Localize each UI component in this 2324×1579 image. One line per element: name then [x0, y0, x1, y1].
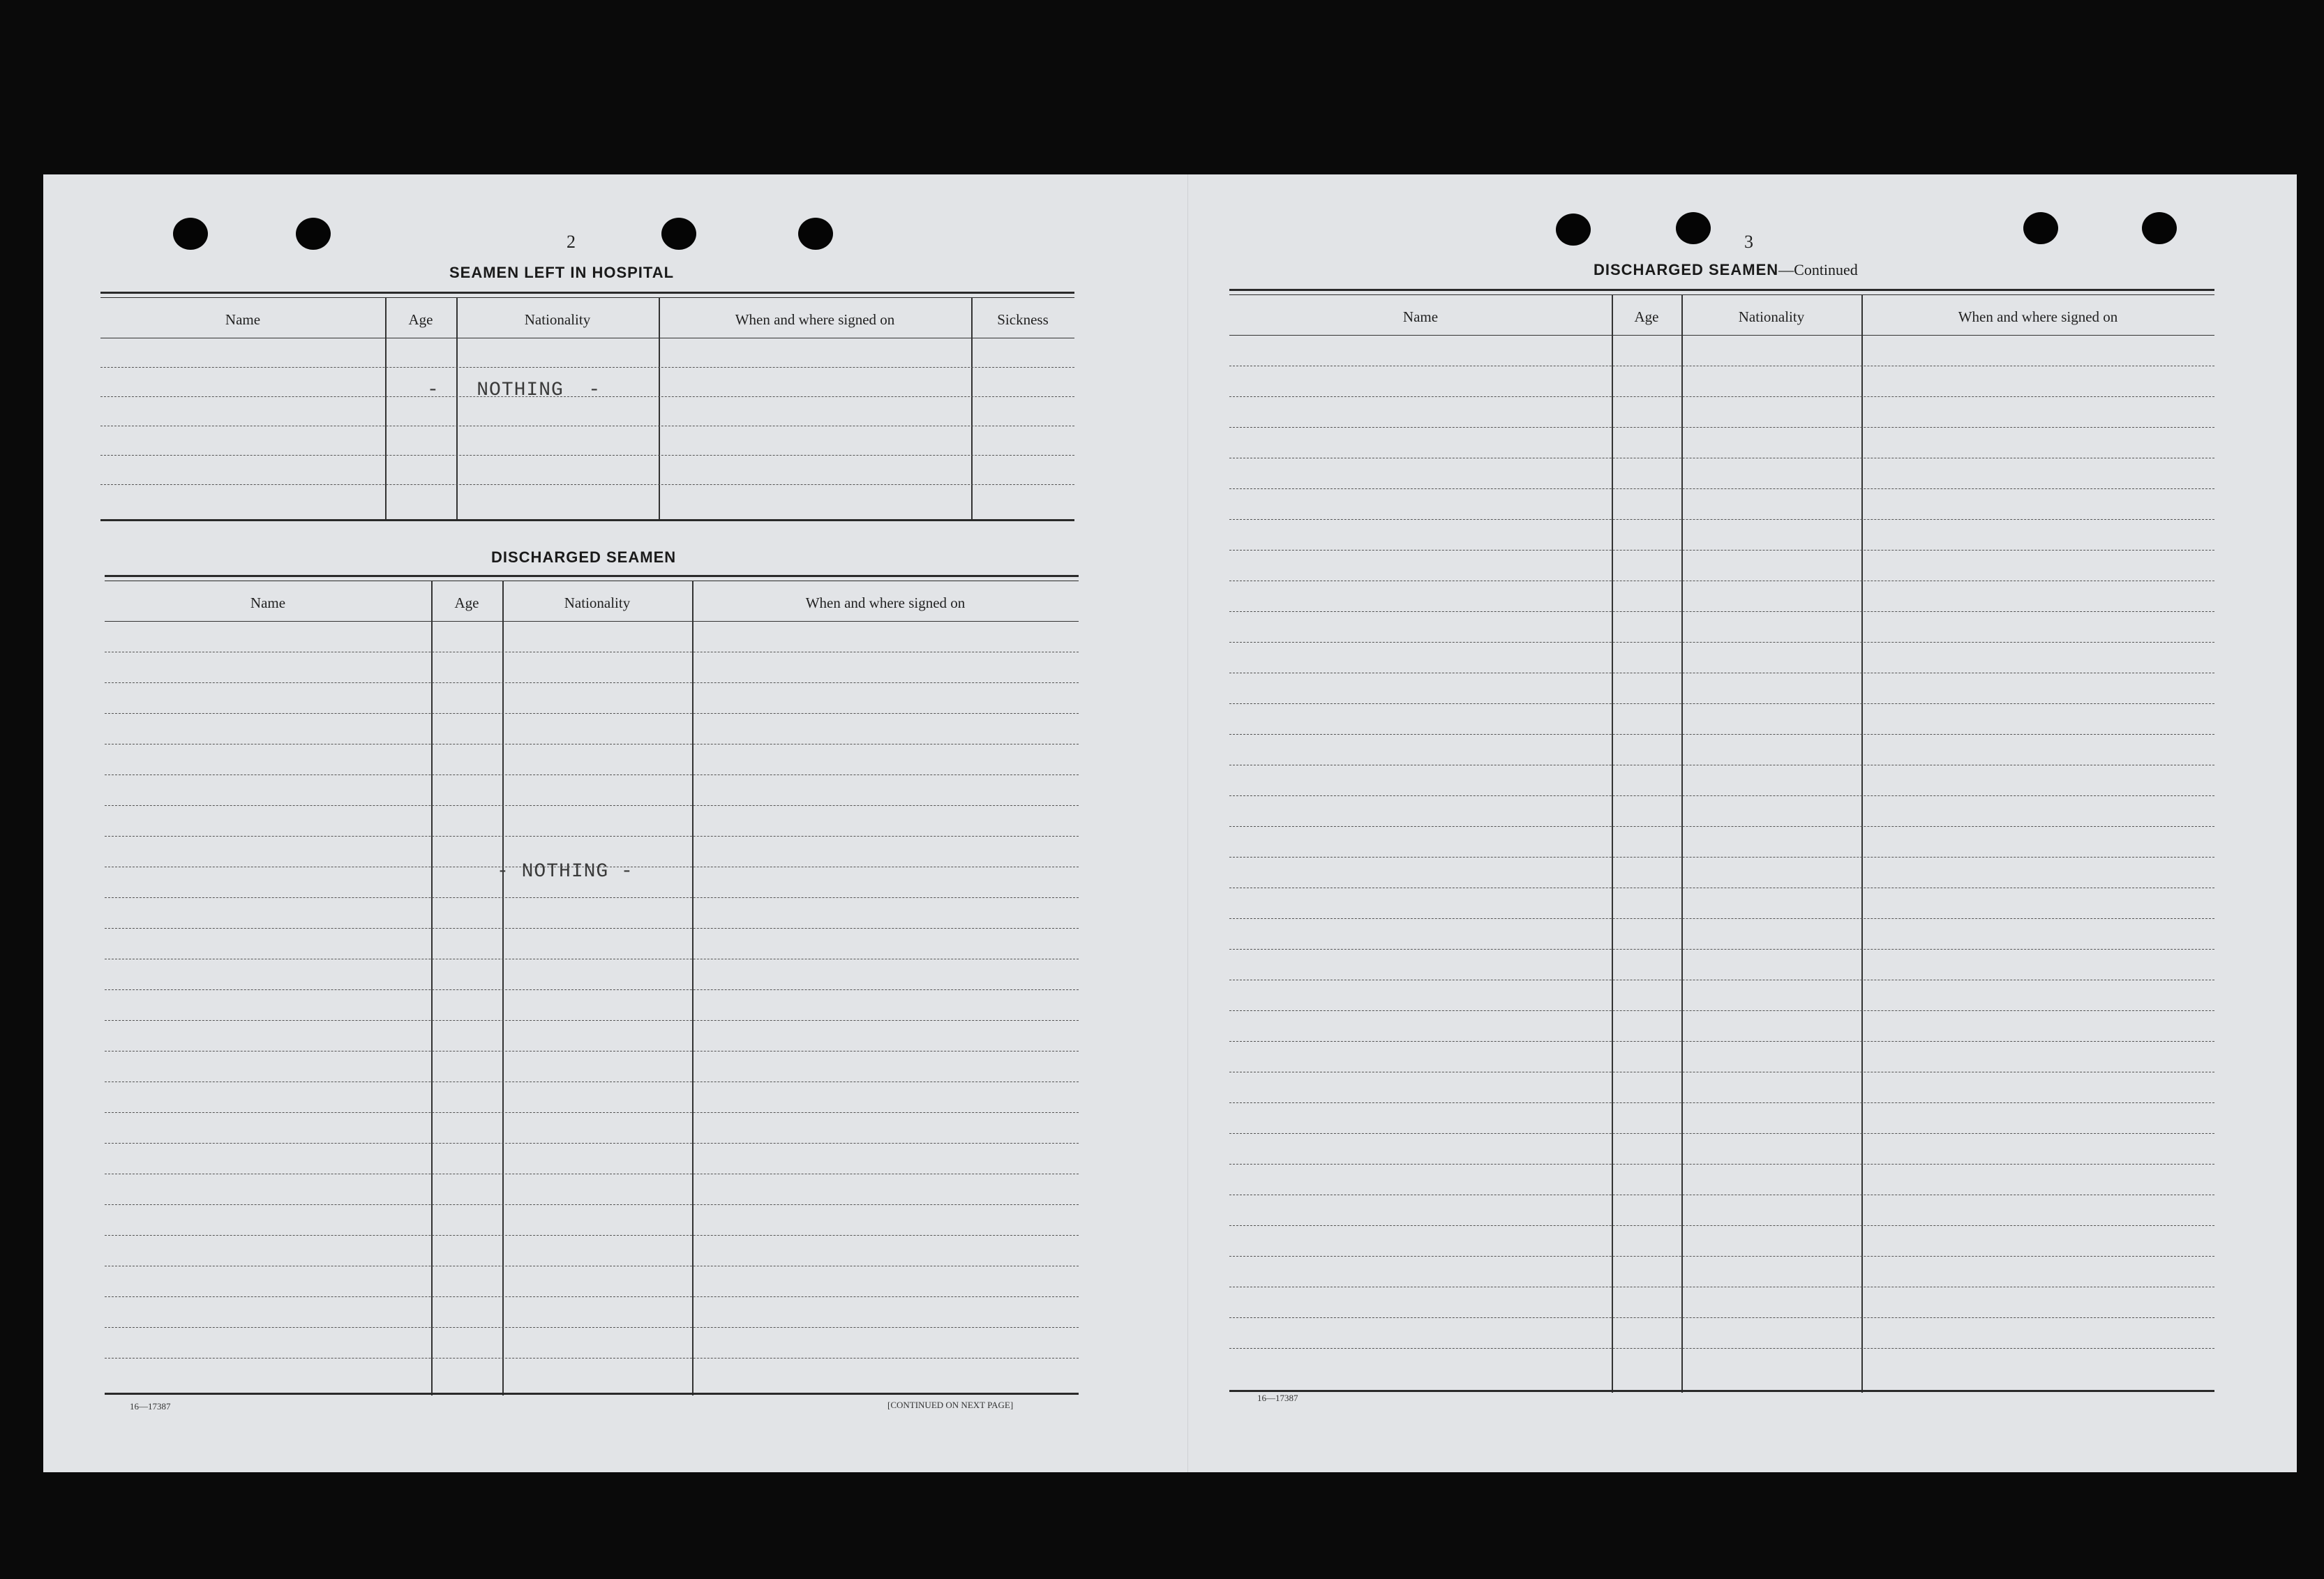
punch-hole [1556, 214, 1591, 246]
page-number-left: 2 [567, 232, 576, 252]
punch-hole [1676, 212, 1711, 244]
discharged-table-left [105, 575, 1079, 1398]
col-sickness: Sickness [997, 311, 1049, 328]
col-name: Name [1402, 308, 1439, 325]
col-nationality: Nationality [564, 594, 631, 611]
punch-hole [296, 218, 331, 250]
discharged-continued-title [1594, 261, 1858, 279]
form-number-right: 16—17387 [1257, 1393, 1298, 1403]
discharged-table-right [1229, 289, 2214, 1398]
punch-hole [2142, 212, 2177, 244]
discharged-entry-nothing: - NOTHING - [497, 861, 634, 883]
punch-hole [2023, 212, 2058, 244]
form-number-left: 16—17387 [130, 1401, 171, 1412]
col-nationality: Nationality [1738, 308, 1805, 325]
page-gutter [1187, 174, 1188, 1472]
col-name: Name [250, 594, 286, 611]
punch-hole [798, 218, 833, 250]
hospital-table [100, 292, 1074, 529]
hospital-section-title: SEAMEN LEFT IN HOSPITAL [449, 264, 675, 281]
ledger-sheet [43, 174, 2297, 1472]
col-age: Age [1634, 308, 1659, 325]
punch-hole [173, 218, 208, 250]
hospital-entry-nothing: - NOTHING - [427, 380, 601, 401]
discharged-section-title: DISCHARGED SEAMEN [491, 548, 677, 566]
col-age: Age [408, 311, 433, 328]
col-signed-on: When and where signed on [805, 594, 966, 611]
punch-hole [661, 218, 696, 250]
title-text: DISCHARGED SEAMEN [1594, 261, 1779, 278]
col-name: Name [225, 311, 261, 328]
continued-note: [CONTINUED ON NEXT PAGE] [887, 1400, 1014, 1410]
col-nationality: Nationality [524, 311, 591, 328]
col-signed-on: When and where signed on [1958, 308, 2118, 325]
page-number-right: 3 [1744, 232, 1753, 252]
col-signed-on: When and where signed on [735, 311, 895, 328]
col-age: Age [454, 594, 479, 611]
title-suffix: —Continued [1778, 261, 1858, 278]
